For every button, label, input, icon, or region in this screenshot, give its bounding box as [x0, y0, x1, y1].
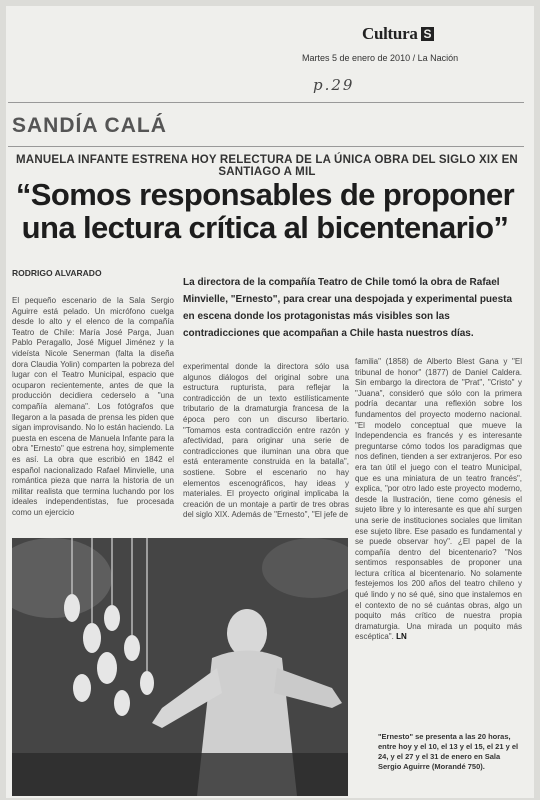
dateline: Martes 5 de enero de 2010 / La Nación: [302, 53, 459, 63]
photo-caption: "Ernesto" se presenta a las 20 horas, entre hoy y el 10, el 13 y el 15, el 21 y el 24, y el 27 y el 31 de enero en Sala Sergio Aguirre (Morandé 750).: [378, 732, 519, 771]
article-body-column-3-text: familia" (1858) de Alberto Blest Gana y "El tribunal de honor" (1877) de Daniel Caldera. Sin embargo la directora de "Prat", "Cristo" y "Juana", consideró que sólo con la primera podría decantar una reflexión sobre los fundamentos del proyecto moderno nacional. "El modelo conceptual que mueve la Independencia es francés y es interesante preguntarse cómo todos los paradigmas que nos definen, tienden a ser extranjeros. Por eso era tan útil el juego con el teatro Municipal, que es una miniatura de un teatro francés", explica, "por otro lado este proyecto moderno, desde la Ilustración, tiene como génesis el sujeto libre y lo interesante es que ahí surgen una serie de instituciones sociales que limitan ese sujeto libre. Ese pasado es fundamental y se puede observar hoy". ¿El papel de la compañía dentro del bicentenario? "Nos sentimos responsables de proponer una lectura crítica al bicentenario. No solamente festejemos los 200 años del teatro chileno y qué lindo y no sé qué, sino que instalemos en el contexto de no sé cuántas obras, algo un poquito más crítico de nuestra propia dramaturgia. Una mirada un poquito más escéptica".: [355, 357, 522, 642]
stage-photo: [12, 538, 348, 796]
handwritten-page-note: p.29: [313, 76, 355, 94]
article-headline: “Somos responsables de proponer una lectura crítica al bicentenario”: [15, 177, 515, 245]
article-kicker: MANUELA INFANTE ESTRENA HOY RELECTURA DE LA ÚNICA OBRA DEL SIGLO XIX EN SANTIAGO A MIL: [16, 154, 518, 178]
article-author: RODRIGO ALVARADO: [12, 268, 102, 278]
divider: [8, 102, 524, 103]
column-name: SANDÍA CALÁ: [12, 114, 167, 137]
stage-photo-image: [12, 538, 348, 796]
article-lead: La directora de la compañía Teatro de Chile tomó la obra de Rafael Minvielle, "Ernesto", para crear una despojada y experimental puesta en escena donde los protagonistas más visibles son las contradicciones que acompañan a Chile hasta nuestros días.: [183, 277, 513, 339]
divider: [8, 146, 524, 147]
article-signature: LN: [396, 632, 407, 642]
article-body-column-3: [355, 357, 522, 714]
article-body-column-1: El pequeño escenario de la Sala Sergio Aguirre está pelado. Un micrófono cuelga desde lo alto y el elenco de la compañía Teatro de Chile: María José Parga, Juan Pablo Peragallo, José Miguel Jiménez y la videísta Nicole Senerman (falta la diseña dora Claudia Yolin) comparten la pobreza del lugar con el Teatro Municipal, espacio que ocuparon recientemente, antes de que la producción decidiera cederselo a "una compañía alemana". Los fotógrafos que llegaron a la pasada de prensa les piden que sigan improvisando. No lo están haciendo. La puesta en escena de Manuela Infante para la obra "Ernesto" que estrena hoy, simplemente es así. La obra que escribió en 1842 el español nacionalizado Rafael Minvielle, una romántica pieza que narra la historia de un militar realista que termina luchando por los ideales independentistas, fue procesada como un ejercicio: [12, 296, 174, 517]
article-body-column-2: experimental donde la directora sólo usa algunos diálogos del original sobre una estructura rupturista, para reflejar la contradicción de un texto estilísticamente tributario de la dramaturgia francesa de la época pero con un discurso libertario. "Tomamos esta contradicción entre razón y afectividad, para originar una serie de contradicciones que iluminan una obra que está enteramente construida en la batalla", sostiene. Sobre el escenario no hay elementos escenográficos, hay ideas y materiales. El proyecto original implicaba la creación de un montaje a partir de tres obras del siglo XIX. Además de "Ernesto", "El jefe de: [183, 362, 349, 520]
section-brand: Cultura: [362, 24, 418, 43]
section-brand-mark: S: [421, 27, 434, 41]
